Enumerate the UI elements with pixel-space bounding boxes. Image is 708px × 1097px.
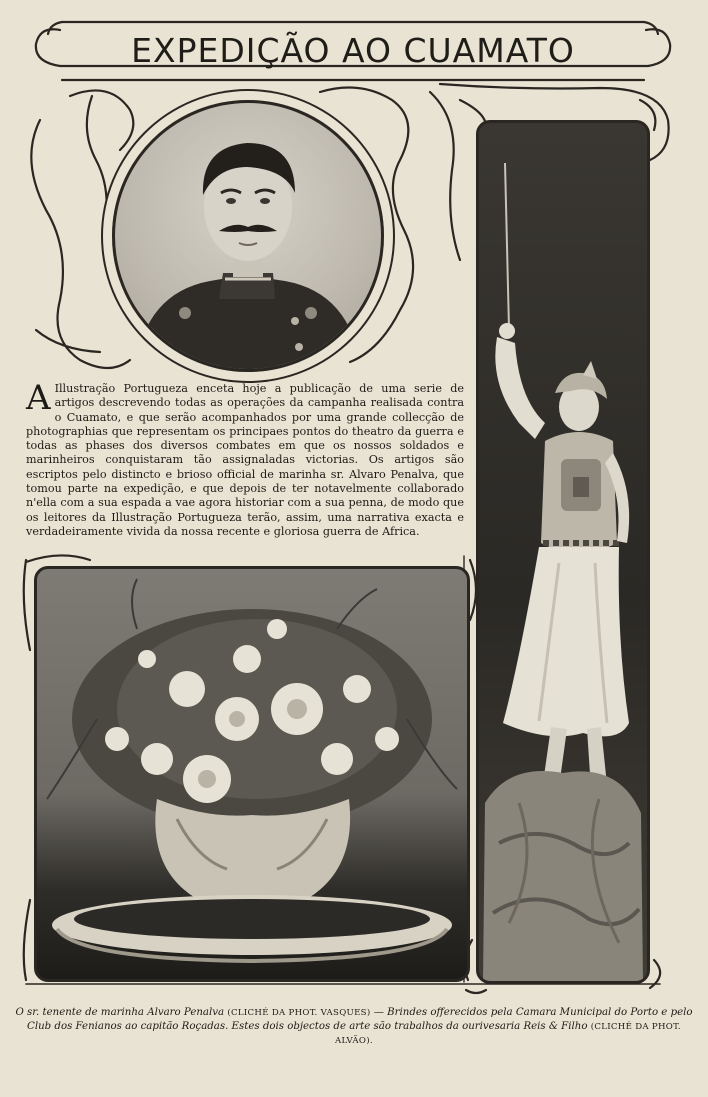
statue-photo: [476, 120, 650, 984]
article-text: Illustração Portugueza enceta hoje a publicação de uma serie de artigos descrevendo todas as operações da campanha realisada contra o Cuamato, e que serão acompanhados por uma grande collecção de photographias que representam os principaes pontos do theatro da guerra e todas as phases dos diversos combates em que os nossos soldados e marinheiros conquistaram tão assignaladas victorias. Os artigos são escriptos pelo distincto e brioso official de marinha sr. Alvaro Penalva, que tomou parte na expedição, e que depois de ter notavelmente collaborado n'ella com a sua espada a vae agora historiar com a sua penna, de modo que os leitores da Illustração Portugueza terão, assim, uma narrativa exacta e verdadeiramente vivida da nossa recente e gloriosa guerra de Africa.: [26, 382, 464, 538]
caption-credit-2: (CLICHÉ DA PHOT. ALVÃO).: [335, 1022, 681, 1046]
dropcap-letter: A: [26, 378, 51, 418]
flower-vase-photo: [34, 566, 470, 982]
page-title: EXPEDIÇÃO AO CUAMATO: [131, 30, 575, 70]
caption-part-2: — Brindes offerecidos pela Camara Municipal do Porto e pelo Club dos Fenianos ao capitão Roçadas. Estes dois objectos de arte são trabalhos da ourivesaria Reis & Filho: [27, 1007, 693, 1032]
photo-caption: [14, 1006, 694, 1048]
statue-image: [479, 123, 647, 981]
article-body: [26, 378, 464, 539]
title-banner: [62, 22, 644, 78]
flower-vase-image: [37, 569, 467, 979]
portrait-photo: [112, 100, 384, 372]
caption-credit-1: (CLICHÉ DA PHOT. VASQUES): [227, 1008, 371, 1018]
officer-portrait-image: [115, 103, 381, 369]
caption-part-1: O sr. tenente de marinha Alvaro Penalva: [15, 1007, 228, 1018]
